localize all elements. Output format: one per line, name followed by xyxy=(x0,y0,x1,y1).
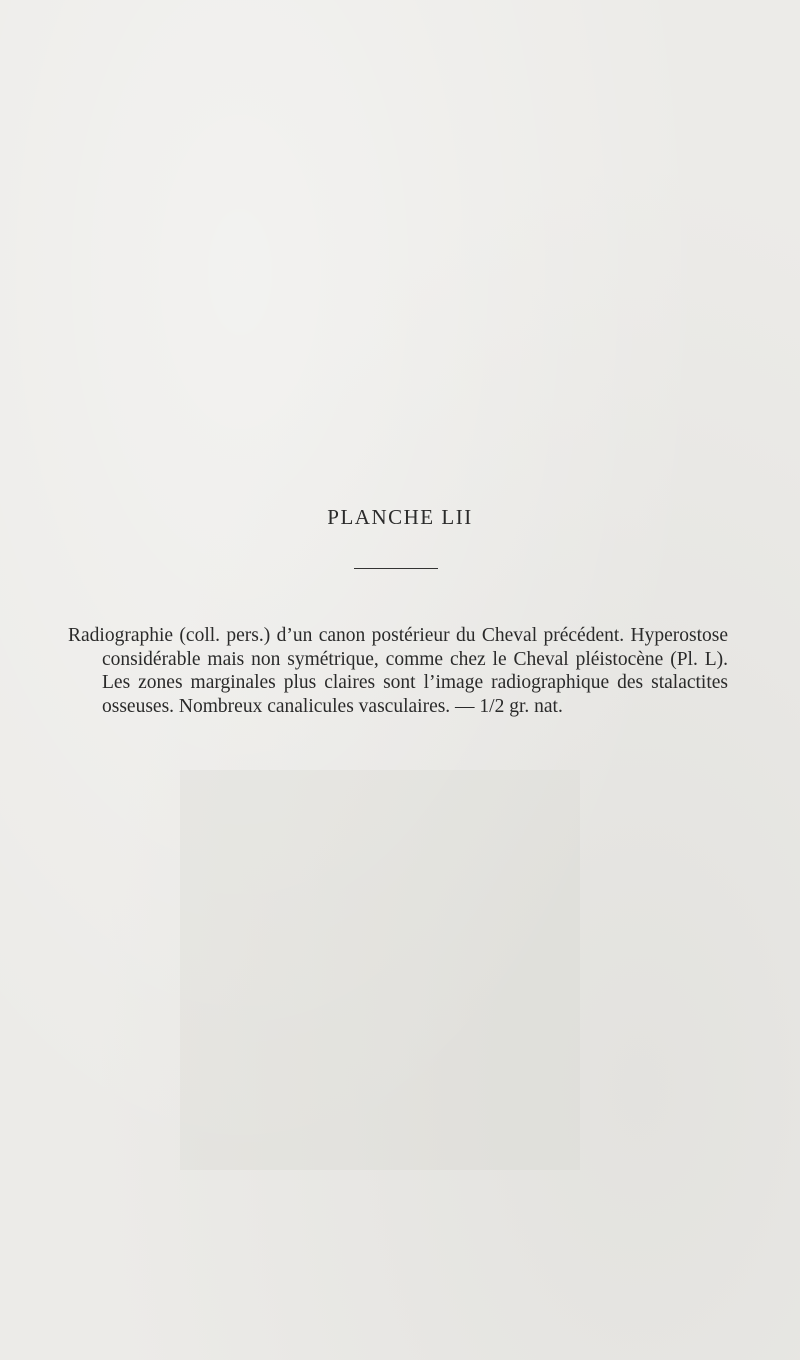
caption-paragraph: Radiographie (coll. pers.) d’un canon postérieur du Cheval précédent. Hyperostose considérable mais non symétrique, comme chez le Cheval pléistocène (Pl. L). Les zones marginales plus claires sont l’image radiographique des stalactites osseuses. Nombreux canalicules vasculaires. — 1/2 gr. nat. xyxy=(68,625,728,717)
plate-caption xyxy=(68,624,728,718)
show-through-shadow xyxy=(180,770,580,1170)
title-divider xyxy=(354,568,438,569)
plate-title: PLANCHE LII xyxy=(327,505,473,529)
